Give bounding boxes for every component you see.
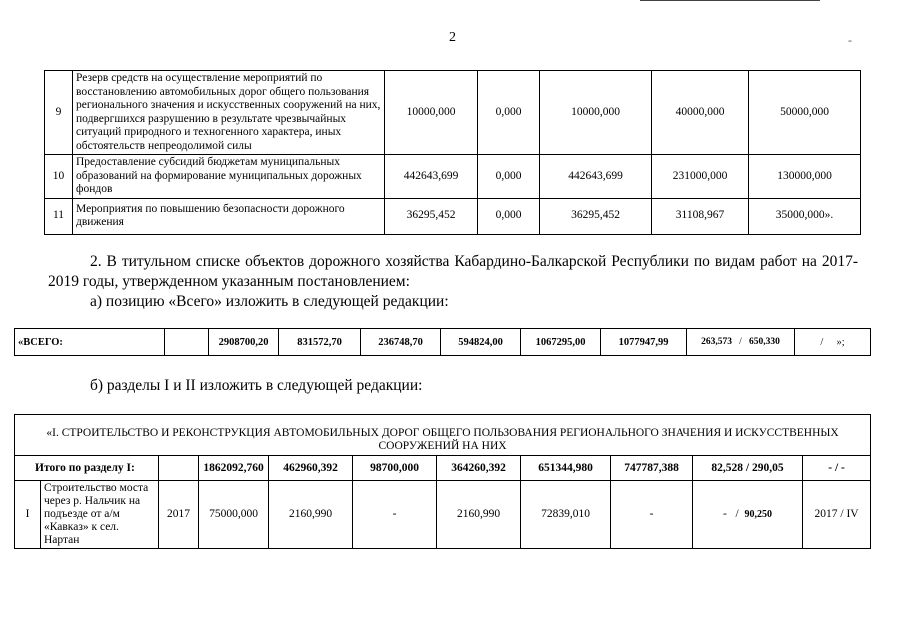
total-value: 2908700,20 <box>209 329 279 356</box>
section-total-value: 747787,388 <box>611 456 693 481</box>
total-value: 1067295,00 <box>521 329 601 356</box>
row-value: 10000,000 <box>385 71 478 155</box>
row-value: 0,000 <box>478 198 540 234</box>
closing-quote: »; <box>836 336 845 348</box>
row-value: 36295,452 <box>540 198 652 234</box>
total-value-pair <box>687 329 795 356</box>
table-row <box>15 481 871 549</box>
separator: / <box>739 337 742 347</box>
paragraph-2: 2. В титульном списке объектов дорожного хозяйства Кабардино-Балкарской Республики по видам работ на 2017-2019 годы, утвержденном указанным постановлением: <box>48 253 858 290</box>
table-row <box>45 198 861 234</box>
table-row <box>45 71 861 155</box>
total-value: 1077947,99 <box>601 329 687 356</box>
page-number: 2 <box>449 30 456 45</box>
total-value: 236748,70 <box>361 329 441 356</box>
row-number: 10 <box>45 155 73 199</box>
row-value: 0,000 <box>478 155 540 199</box>
section-header-row <box>15 415 871 456</box>
section-total-value: 462960,392 <box>269 456 353 481</box>
total-label: «ВСЕГО: <box>15 329 165 356</box>
row-value: 35000,000». <box>749 198 861 234</box>
section-total-value: 651344,980 <box>521 456 611 481</box>
item-year: 2017 <box>159 481 199 549</box>
total-value: 594824,00 <box>441 329 521 356</box>
row-description: Предоставление субсидий бюджетам муниципальных образований на формирование муниципальных дорожных фондов <box>73 155 385 199</box>
row-description: Мероприятия по повышению безопасности дорожного движения <box>73 198 385 234</box>
section-total-value: 98700,000 <box>353 456 437 481</box>
empty-cell <box>159 456 199 481</box>
total-table <box>14 328 871 356</box>
row-value: 442643,699 <box>385 155 478 199</box>
total-value-a: 263,573 <box>701 337 733 347</box>
row-number: 9 <box>45 71 73 155</box>
section-title: «I. СТРОИТЕЛЬСТВО И РЕКОНСТРУКЦИЯ АВТОМОБИЛЬНЫХ ДОРОГ ОБЩЕГО ПОЛЬЗОВАНИЯ РЕГИОНАЛЬНОГО ЗНАЧЕНИЯ И ИСКУССТВЕННЫХ СООРУЖЕНИЙ НА НИХ <box>15 415 871 456</box>
section-total-value: 364260,392 <box>437 456 521 481</box>
item-value: 72839,010 <box>521 481 611 549</box>
row-value: 10000,000 <box>540 71 652 155</box>
total-row <box>15 329 871 356</box>
item-value: 2017 / IV <box>803 481 871 549</box>
item-value: 2160,990 <box>437 481 521 549</box>
section-table <box>14 414 871 549</box>
item-value-b: 90,250 <box>744 509 772 520</box>
item-value-pair <box>693 481 803 549</box>
paragraph-b: б) разделы I и II изложить в следующей редакции: <box>90 377 423 394</box>
item-value: 2160,990 <box>269 481 353 549</box>
total-value: 831572,70 <box>279 329 361 356</box>
row-value: 50000,000 <box>749 71 861 155</box>
row-value: 231000,000 <box>652 155 749 199</box>
item-name: Строительство моста через р. Нальчик на подъезде от а/м «Кавказ» к сел. Нартан <box>41 481 159 549</box>
row-number: 11 <box>45 198 73 234</box>
row-value: 0,000 <box>478 71 540 155</box>
measures-table <box>44 70 861 235</box>
section-total-value: 82,528 / 290,05 <box>693 456 803 481</box>
separator: / <box>820 336 824 348</box>
row-value: 130000,000 <box>749 155 861 199</box>
separator: / <box>735 508 739 520</box>
item-number: I <box>15 481 41 549</box>
total-value-b: 650,330 <box>748 337 780 347</box>
corner-mark: - <box>848 33 852 47</box>
top-edge-line <box>640 0 820 1</box>
empty-cell <box>165 329 209 356</box>
section-total-value: - / - <box>803 456 871 481</box>
table-row <box>45 155 861 199</box>
row-description: Резерв средств на осуществление мероприятий по восстановлению автомобильных дорог общего пользования регионального значения и искусственных сооружений на них, подвергшихся разрушению в результате чрезвычайных ситуаций природного и техногенного характера, иных обстоятельств непреодолимой силы <box>73 71 385 155</box>
row-value: 442643,699 <box>540 155 652 199</box>
paragraph-a: а) позицию «Всего» изложить в следующей редакции: <box>90 293 449 310</box>
item-value-a: - <box>723 508 727 520</box>
item-value: - <box>353 481 437 549</box>
row-value: 40000,000 <box>652 71 749 155</box>
item-value: 75000,000 <box>199 481 269 549</box>
item-value: - <box>611 481 693 549</box>
section-total-value: 1862092,760 <box>199 456 269 481</box>
section-total-label: Итого по разделу I: <box>15 456 159 481</box>
total-end <box>795 329 871 356</box>
section-total-row <box>15 456 871 481</box>
row-value: 31108,967 <box>652 198 749 234</box>
row-value: 36295,452 <box>385 198 478 234</box>
